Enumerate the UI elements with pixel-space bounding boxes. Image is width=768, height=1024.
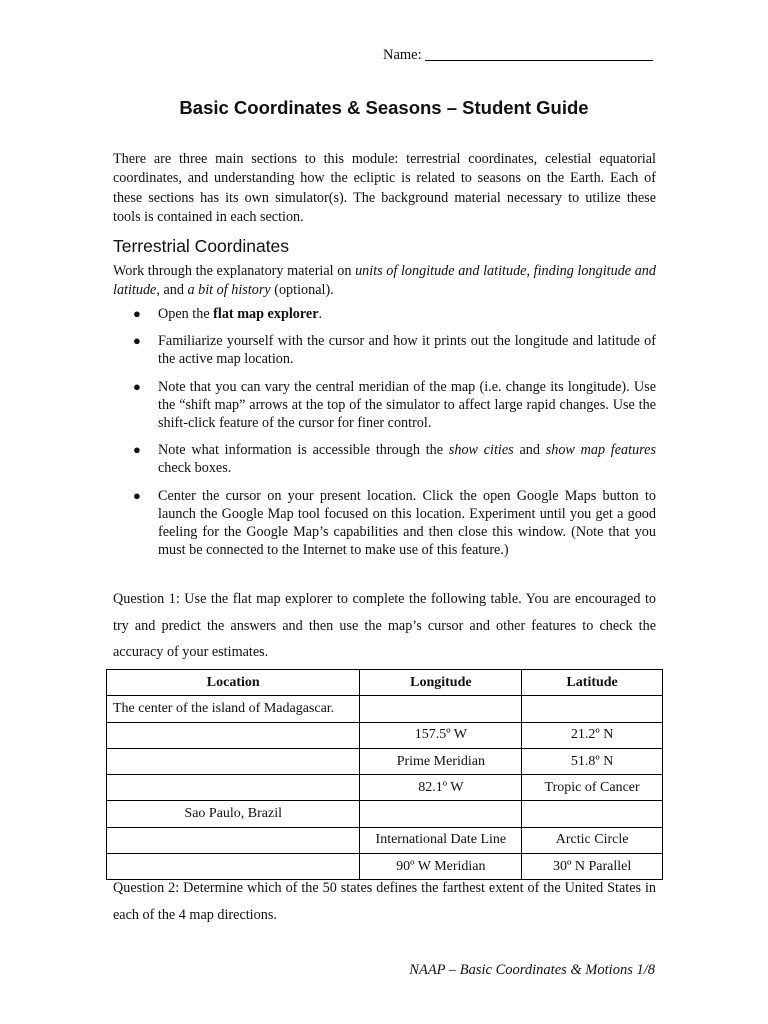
bullet-icon: ● bbox=[133, 487, 141, 503]
cell-location[interactable] bbox=[107, 748, 360, 774]
cell-longitude[interactable]: 90º W Meridian bbox=[360, 854, 522, 880]
text-segment: Familiarize yourself with the cursor and how it prints out the longitude and latitude of the active map location. bbox=[158, 333, 656, 368]
link-units-of-longitude: units of longitude and latitude bbox=[355, 263, 527, 279]
text-segment: Work through the explanatory material on bbox=[113, 263, 356, 279]
bullet-icon: ● bbox=[133, 306, 141, 321]
cell-location[interactable]: Sao Paulo, Brazil bbox=[107, 801, 360, 827]
text-segment: , bbox=[526, 263, 534, 279]
question-2: Question 2: Determine which of the 50 states defines the farthest extent of the United States in each of the 4 map directions. bbox=[113, 880, 656, 923]
page-title: Basic Coordinates & Seasons – Student Guide bbox=[179, 97, 589, 118]
list-item bbox=[113, 305, 656, 323]
cell-latitude[interactable] bbox=[522, 801, 663, 827]
cell-longitude[interactable] bbox=[360, 801, 522, 827]
cell-longitude[interactable] bbox=[360, 696, 522, 722]
bullet-icon: ● bbox=[133, 378, 141, 394]
table-row bbox=[107, 722, 663, 748]
cell-location[interactable] bbox=[107, 827, 360, 853]
list-item bbox=[113, 441, 656, 477]
bullet-icon: ● bbox=[133, 333, 141, 349]
text-segment: Note that you can vary the central meridian of the map (i.e. change its longitude). Use the “shift map” arrows at the top of the simulator to affect large rapid changes. Use the shift-click feature of the cursor for finer control. bbox=[158, 378, 656, 432]
cell-latitude[interactable]: Tropic of Cancer bbox=[522, 775, 663, 801]
table-row bbox=[107, 775, 663, 801]
text-segment: . bbox=[318, 306, 323, 322]
cell-longitude[interactable]: 157.5º W bbox=[360, 722, 522, 748]
cell-location[interactable]: The center of the island of Madagascar. bbox=[107, 696, 360, 722]
cell-longitude[interactable]: International Date Line bbox=[360, 827, 522, 853]
table-row bbox=[107, 801, 663, 827]
header-location: Location bbox=[107, 670, 360, 696]
header-latitude: Latitude bbox=[522, 670, 663, 696]
cell-location[interactable] bbox=[107, 722, 360, 748]
cell-latitude[interactable]: 21.2º N bbox=[522, 722, 663, 748]
text-segment: Open the bbox=[158, 306, 214, 322]
cell-latitude[interactable]: 51.8º N bbox=[522, 748, 663, 774]
cell-longitude[interactable]: Prime Meridian bbox=[360, 748, 522, 774]
header-longitude: Longitude bbox=[360, 670, 522, 696]
link-finding-longitude: finding longitude and latitude bbox=[113, 263, 656, 299]
name-field bbox=[383, 46, 653, 64]
name-blank-line[interactable] bbox=[425, 46, 653, 61]
cell-latitude[interactable]: 30º N Parallel bbox=[522, 854, 663, 880]
coordinates-table bbox=[106, 669, 663, 880]
text-segment: (optional). bbox=[270, 282, 334, 299]
text-segment: , and bbox=[156, 282, 188, 299]
text-segment: Center the cursor on your present location. Click the open Google Maps button to launch the Google Map tool focused on this location. Experiment until you get a good feeling for the Google Map’s capabilities and then close this window. (Note that you must be connected to the Internet to make use of this feature.) bbox=[158, 487, 656, 559]
table-row bbox=[107, 827, 663, 853]
text-segment: and bbox=[513, 442, 546, 459]
list-item bbox=[113, 378, 656, 433]
list-item bbox=[113, 487, 656, 560]
section-heading: Terrestrial Coordinates bbox=[113, 236, 290, 256]
table-header-row bbox=[107, 670, 663, 696]
cell-location[interactable] bbox=[107, 775, 360, 801]
cell-latitude[interactable]: Arctic Circle bbox=[522, 827, 663, 853]
instruction-list bbox=[113, 305, 656, 568]
link-bit-of-history: a bit of history bbox=[187, 282, 271, 299]
text-segment: Note what information is accessible through the bbox=[158, 442, 449, 459]
cell-latitude[interactable] bbox=[522, 696, 663, 722]
work-through-paragraph bbox=[113, 262, 656, 301]
page-footer: NAAP – Basic Coordinates & Motions 1/8 bbox=[409, 962, 655, 978]
flat-map-explorer-text: flat map explorer bbox=[213, 306, 319, 322]
name-label: Name: bbox=[383, 47, 422, 63]
intro-paragraph: There are three main sections to this module: terrestrial coordinates, celestial equatorial coordinates, and understanding how the ecliptic is related to seasons on the Earth. Each of these sections has its own simulator(s). The background material necessary to utilize these tools is contained in each section. bbox=[113, 151, 656, 225]
table-row bbox=[107, 696, 663, 722]
show-map-features-text: show map features bbox=[545, 442, 656, 459]
bullet-icon: ● bbox=[133, 442, 141, 458]
show-cities-text: show cities bbox=[448, 442, 514, 459]
list-item bbox=[113, 332, 656, 368]
table-row bbox=[107, 748, 663, 774]
question-1: Question 1: Use the flat map explorer to complete the following table. You are encouraged to try and predict the answers and then use the map’s cursor and other features to check the accuracy of your estimates. bbox=[113, 591, 656, 660]
text-segment: check boxes. bbox=[158, 460, 232, 477]
cell-longitude[interactable]: 82.1º W bbox=[360, 775, 522, 801]
